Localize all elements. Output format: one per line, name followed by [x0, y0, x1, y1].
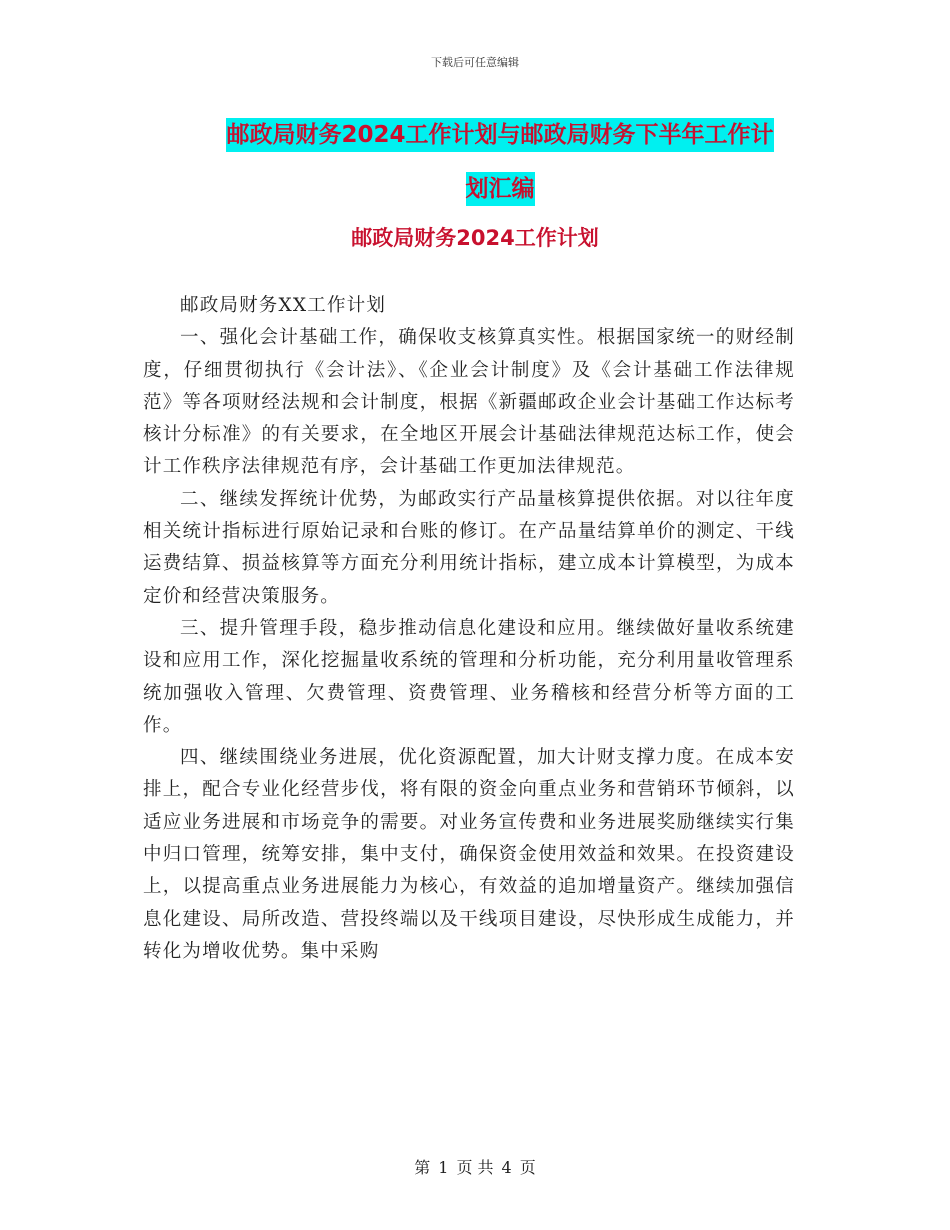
paragraph: 三、提升管理手段，稳步推动信息化建设和应用。继续做好量收系统建设和应用工作，深化挖掘量收系统的管理和分析功能，充分利用量收管理系统加强收入管理、欠费管理、资费管理、业务稽核和经营分析等方面的工作。: [143, 617, 795, 736]
section-title: 邮政局财务2024工作计划: [351, 226, 599, 250]
paragraph: 四、继续围绕业务进展，优化资源配置，加大计财支撑力度。在成本安排上，配合专业化经营步伐，将有限的资金向重点业务和营销环节倾斜，以适应业务进展和市场竞争的需要。对业务宣传费和业务进展奖励继续实行集中归口管理，统筹安排，集中支付，确保资金使用效益和效果。在投资建设上，以提高重点业务进展能力为核心，有效益的追加增量资产。继续加强信息化建设、局所改造、营投终端以及干线项目建设，尽快形成生成能力，并转化为增收优势。集中采购: [143, 747, 795, 962]
page-number: 1: [438, 1158, 449, 1177]
title-line-1: 邮政局财务2024工作计划与邮政局财务下半年工作计: [226, 118, 773, 152]
page-total: 4: [501, 1158, 512, 1177]
footer-middle: 页 共: [456, 1158, 494, 1177]
paragraph: 二、继续发挥统计优势，为邮政实行产品量核算提供依据。对以往年度相关统计指标进行原始记录和台账的修订。在产品量结算单价的测定、干线运费结算、损益核算等方面充分利用统计指标，建立成本计算模型，为成本定价和经营决策服务。: [143, 488, 795, 607]
footer-prefix: 第: [414, 1158, 431, 1177]
header-note: 下载后可任意编辑: [431, 56, 519, 69]
footer-suffix: 页: [519, 1158, 536, 1177]
page-footer: [0, 1155, 950, 1178]
body-text: [143, 290, 795, 968]
paragraph-subtitle: 邮政局财务XX工作计划: [180, 295, 387, 316]
title-line-2: 划汇编: [466, 172, 535, 206]
document-title: [150, 108, 850, 216]
paragraph: 一、强化会计基础工作，确保收支核算真实性。根据国家统一的财经制度，仔细贯彻执行《会计法》、《企业会计制度》及《会计基础工作法律规范》等各项财经法规和会计制度，根据《新疆邮政企业会计基础工作达标考核计分标准》的有关要求，在全地区开展会计基础法律规范达标工作，使会计工作秩序法律规范有序，会计基础工作更加法律规范。: [143, 327, 795, 478]
